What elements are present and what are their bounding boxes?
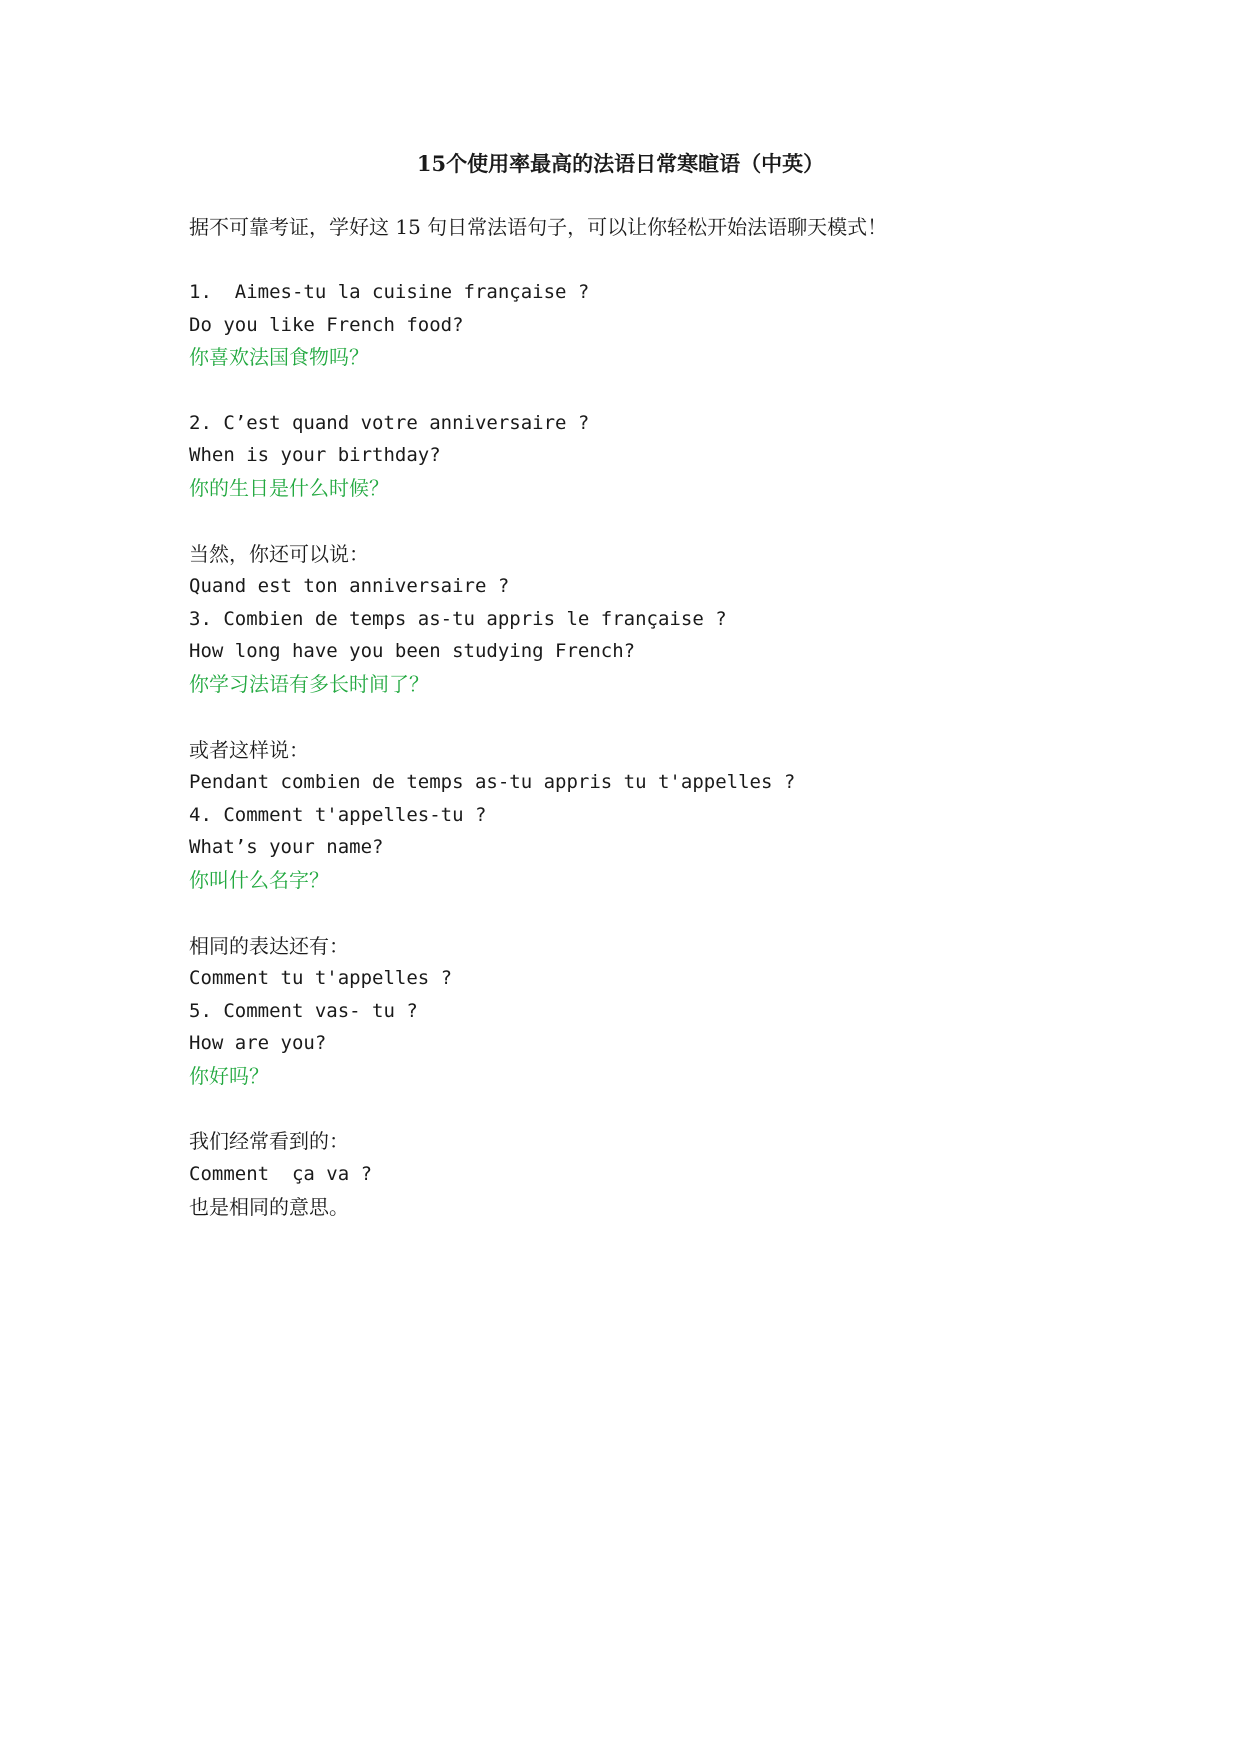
- phrase-2-french: 2. C’est quand votre anniversaire ?: [189, 411, 590, 434]
- document-body: [189, 276, 1189, 1223]
- phrase-3-chinese: 你学习法语有多长时间了？: [189, 671, 429, 696]
- phrase-4-chinese: 你叫什么名字？: [189, 867, 329, 892]
- intro-paragraph: 据不可靠考证，学好这 15 句日常法语句子，可以让你轻松开始法语聊天模式！: [189, 215, 888, 239]
- phrase-3-english: How long have you been studying French?: [189, 640, 636, 663]
- phrase-2-note-label: 当然，你还可以说：: [189, 541, 369, 566]
- phrase-1-chinese: 你喜欢法国食物吗？: [189, 345, 369, 370]
- phrase-4-note-text: Comment tu t'appelles ?: [189, 967, 453, 990]
- phrase-5-note-after: 也是相同的意思。: [189, 1194, 349, 1219]
- phrase-4-french: 4. Comment t'appelles-tu ?: [189, 803, 487, 826]
- phrase-5-note-label: 我们经常看到的：: [189, 1129, 349, 1154]
- phrase-4-note-label: 相同的表达还有：: [189, 933, 349, 958]
- document-title: 15个使用率最高的法语日常寒暄语（中英）: [416, 151, 825, 176]
- spacer: [189, 505, 1189, 538]
- phrase-1-english: Do you like French food?: [189, 313, 464, 336]
- phrase-1-french: 1. Aimes-tu la cuisine française ?: [189, 281, 590, 303]
- phrase-2-english: When is your birthday?: [189, 444, 441, 467]
- spacer: [189, 897, 1189, 930]
- phrase-3-note-text: Pendant combien de temps as-tu appris tu t'appelles ?: [189, 771, 796, 794]
- phrase-3-note-label: 或者这样说：: [189, 737, 309, 762]
- spacer: [189, 1092, 1189, 1125]
- phrase-4-english: What’s your name?: [189, 836, 384, 859]
- phrase-5-french: 5. Comment vas- tu ?: [189, 999, 418, 1022]
- spacer: [189, 701, 1189, 734]
- phrase-5-english: How are you?: [189, 1032, 327, 1055]
- phrase-2-chinese: 你的生日是什么时候？: [189, 475, 389, 500]
- phrase-5-chinese: 你好吗？: [189, 1063, 269, 1088]
- spacer: [189, 374, 1189, 407]
- phrase-5-note-text: Comment ça va ?: [189, 1163, 373, 1186]
- phrase-2-note-text: Quand est ton anniversaire ?: [189, 575, 510, 598]
- phrase-3-french: 3. Combien de temps as-tu appris le française ?: [189, 607, 727, 630]
